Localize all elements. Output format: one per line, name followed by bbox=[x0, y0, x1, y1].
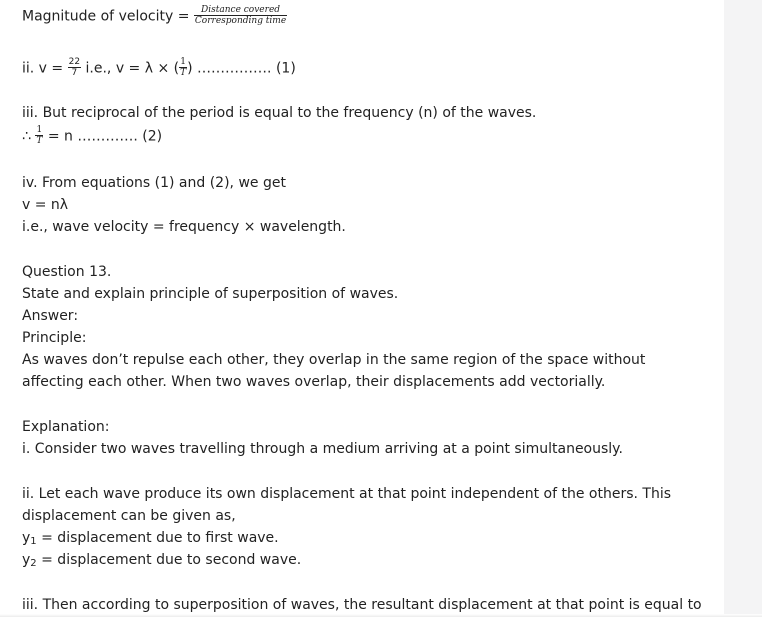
y2-subscript: 2 bbox=[30, 558, 37, 569]
fraction-1-over-T-numerator: 1 bbox=[180, 57, 186, 67]
principle-text-line-1: As waves don’t repulse each other, they overlap in the same region of the space without bbox=[22, 352, 646, 368]
eq2-fraction-numerator: 1 bbox=[36, 125, 43, 135]
fraction-1-over-T-denominator: T bbox=[180, 68, 187, 78]
explanation-point-iii: iii. Then according to superposition of waves, the resultant displacement at that point is equal to bbox=[22, 597, 702, 613]
wave-velocity-line: i.e., wave velocity = frequency × wavelength. bbox=[22, 219, 346, 235]
fraction-1-over-T-eq2 bbox=[35, 125, 43, 146]
right-sidebar-gutter bbox=[724, 0, 762, 617]
equation-2-line bbox=[22, 126, 162, 147]
answer-label: Answer: bbox=[22, 308, 79, 324]
equation-2-suffix: = n …………. (2) bbox=[43, 128, 163, 145]
question-label: Question 13. bbox=[22, 264, 112, 280]
principle-label: Principle: bbox=[22, 330, 87, 346]
principle-text-line-2: affecting each other. When two waves overlap, their displacements add vectorially. bbox=[22, 374, 606, 390]
y1-subscript: 1 bbox=[30, 536, 37, 547]
explanation-label: Explanation: bbox=[22, 419, 110, 435]
fraction-22-denominator: 7 bbox=[71, 68, 78, 78]
equation-1-prefix: ii. v = bbox=[22, 60, 68, 77]
equation-1-line bbox=[22, 58, 296, 79]
eq2-fraction-denominator: T bbox=[36, 136, 43, 146]
velocity-fraction-denominator: Corresponding time bbox=[194, 16, 287, 26]
y2-definition-line bbox=[22, 551, 301, 569]
v-equals-n-lambda-line: v = nλ bbox=[22, 197, 69, 213]
y1-definition-text: = displacement due to first wave. bbox=[36, 530, 279, 546]
fraction-1-over-T bbox=[179, 57, 187, 78]
reciprocal-period-line: iii. But reciprocal of the period is equal to the frequency (n) of the waves. bbox=[22, 105, 537, 121]
question-text: State and explain principle of superposition of waves. bbox=[22, 286, 399, 302]
y1-definition-line bbox=[22, 529, 279, 547]
y1-variable: y bbox=[22, 530, 31, 546]
therefore-symbol: ∴ bbox=[22, 128, 36, 145]
velocity-magnitude-label: Magnitude of velocity = bbox=[22, 8, 194, 25]
velocity-fraction bbox=[194, 5, 287, 26]
fraction-22-over-7 bbox=[68, 57, 81, 78]
from-equations-line: iv. From equations (1) and (2), we get bbox=[22, 175, 286, 191]
y2-definition-text: = displacement due to second wave. bbox=[36, 552, 302, 568]
velocity-fraction-numerator: Distance covered bbox=[194, 5, 287, 16]
equation-1-middle: i.e., v = λ × ( bbox=[81, 60, 180, 77]
y2-variable: y bbox=[22, 552, 31, 568]
velocity-magnitude-line bbox=[22, 6, 287, 27]
explanation-point-ii-line-2: displacement can be given as, bbox=[22, 508, 236, 524]
equation-1-suffix: ) ……………. (1) bbox=[187, 60, 296, 77]
fraction-22-numerator: 22 bbox=[68, 57, 81, 67]
explanation-point-i: i. Consider two waves travelling through a medium arriving at a point simultaneously. bbox=[22, 441, 623, 457]
explanation-point-ii-line-1: ii. Let each wave produce its own displacement at that point independent of the others. This bbox=[22, 486, 672, 502]
